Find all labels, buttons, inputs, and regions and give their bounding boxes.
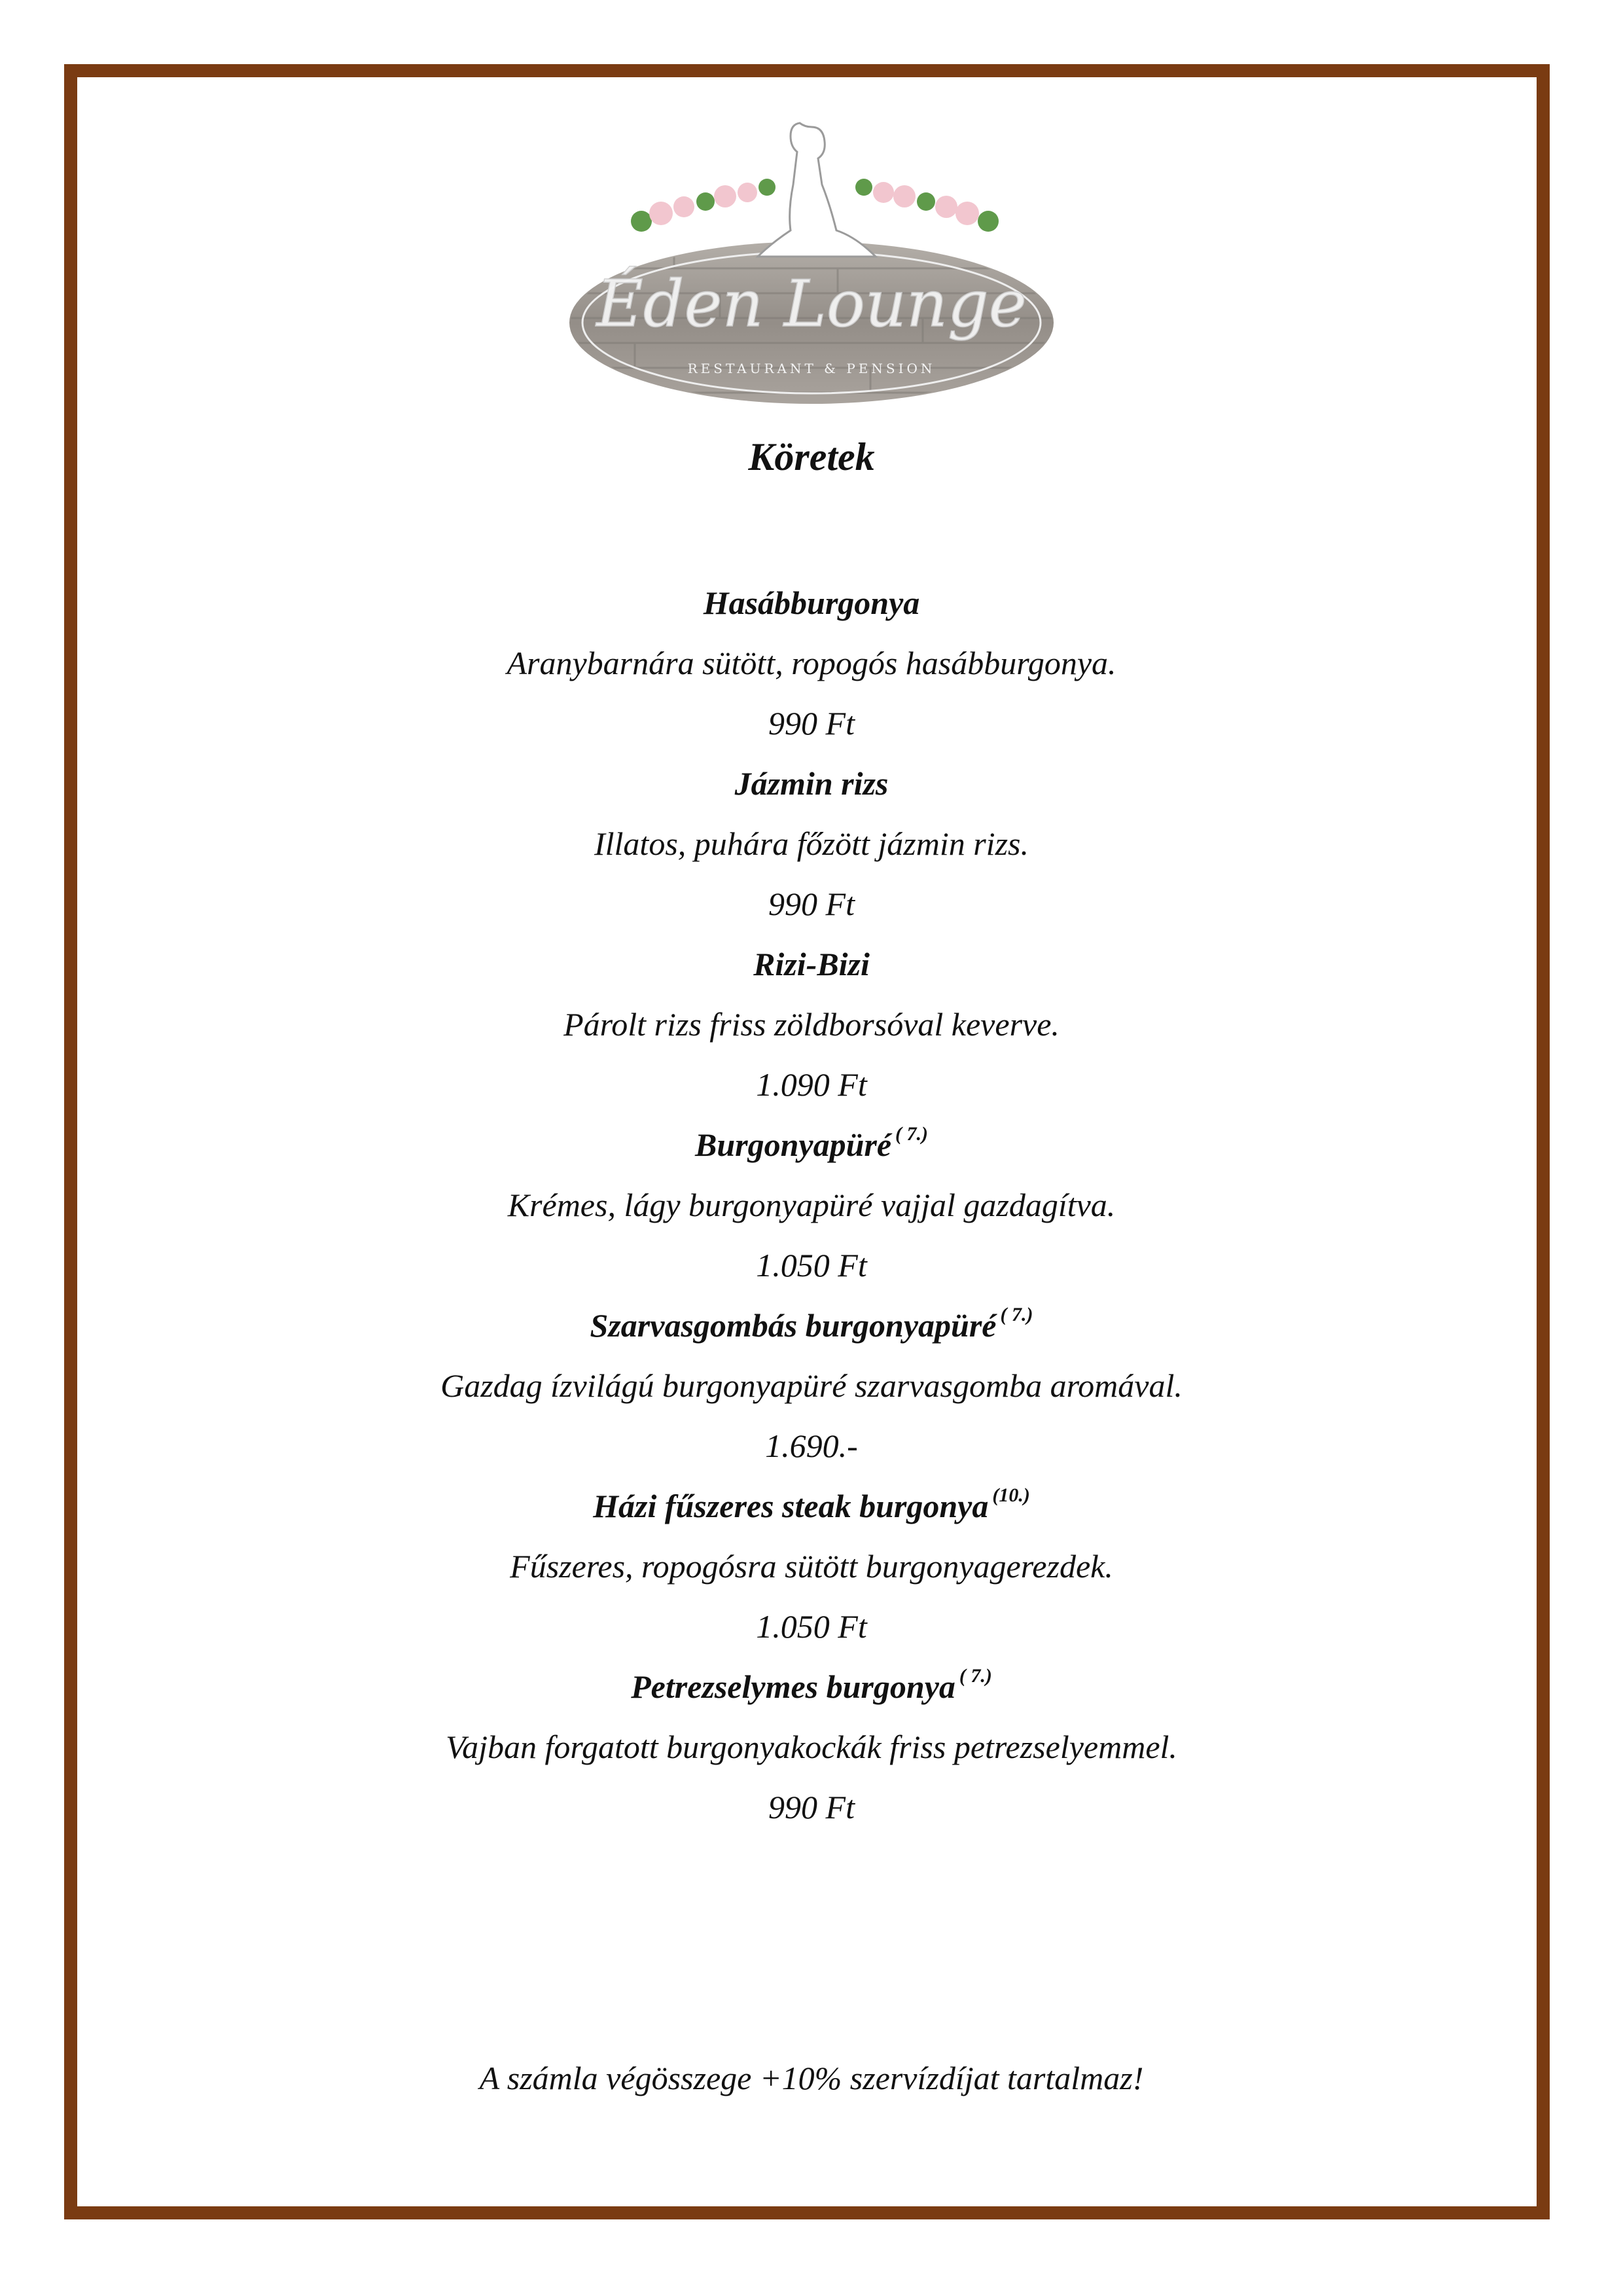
menu-item-name	[0, 753, 1623, 814]
menu-item-name	[0, 934, 1623, 994]
menu-item-description: Vajban forgatott burgonyakockák friss petrezselyemmel.	[446, 1729, 1177, 1765]
eden-lounge-logo	[556, 97, 1067, 404]
menu-item-name-text: Hasábburgonya	[703, 584, 920, 621]
side-dish-list	[0, 573, 1623, 1837]
menu-item-name-text: Rizi-Bizi	[753, 946, 870, 982]
allergen-code: ( 7.)	[959, 1665, 992, 1687]
allergen-code: ( 7.)	[1000, 1304, 1033, 1325]
menu-item-name-text: Házi fűszeres steak burgonya	[593, 1488, 989, 1524]
menu-item-price: 990 Ft	[768, 886, 855, 922]
menu-item-description: Gazdag ízvilágú burgonyapüré szarvasgomba aromával.	[440, 1367, 1183, 1404]
menu-item	[0, 573, 1623, 753]
menu-item-description: Fűszeres, ropogósra sütött burgonyagerezdek.	[510, 1548, 1113, 1585]
menu-item-price: 990 Ft	[768, 1789, 855, 1825]
page-title: Köretek	[748, 435, 875, 478]
menu-item	[0, 1115, 1623, 1295]
menu-item-name-text: Petrezselymes burgonya	[631, 1668, 955, 1705]
menu-item-name	[0, 1476, 1623, 1536]
menu-item	[0, 934, 1623, 1115]
menu-item-price: 1.050 Ft	[756, 1247, 867, 1283]
menu-item-price: 1.090 Ft	[756, 1066, 867, 1103]
menu-item-description: Illatos, puhára főzött jázmin rizs.	[594, 825, 1029, 862]
service-charge-note: A számla végösszege +10% szervízdíjat tartalmaz!	[479, 2060, 1144, 2096]
menu-item-price: 990 Ft	[768, 705, 855, 742]
menu-item-name-text: Burgonyapüré	[694, 1126, 892, 1163]
menu-item-name-text: Jázmin rizs	[734, 765, 889, 802]
menu-item	[0, 1476, 1623, 1657]
menu-item-price: 1.690.-	[765, 1427, 858, 1464]
menu-item-name-text: Szarvasgombás burgonyapüré	[590, 1307, 997, 1344]
logo-tagline-text: RESTAURANT & PENSION	[687, 361, 936, 376]
allergen-code: ( 7.)	[895, 1123, 929, 1145]
menu-item-description: Aranybarnára sütött, ropogós hasábburgonya.	[507, 645, 1116, 681]
menu-item-price: 1.050 Ft	[756, 1608, 867, 1645]
menu-item	[0, 753, 1623, 934]
logo-brand-text: Éden Lounge	[596, 267, 1027, 342]
allergen-code: (10.)	[992, 1484, 1030, 1506]
menu-item-description: Párolt rizs friss zöldborsóval keverve.	[563, 1006, 1060, 1043]
menu-item-name	[0, 1657, 1623, 1717]
menu-item-name	[0, 1295, 1623, 1355]
menu-item-name	[0, 573, 1623, 633]
menu-item-description: Krémes, lágy burgonyapüré vajjal gazdagítva.	[507, 1187, 1116, 1223]
menu-item-name	[0, 1115, 1623, 1175]
menu-item	[0, 1295, 1623, 1476]
menu-item	[0, 1657, 1623, 1837]
